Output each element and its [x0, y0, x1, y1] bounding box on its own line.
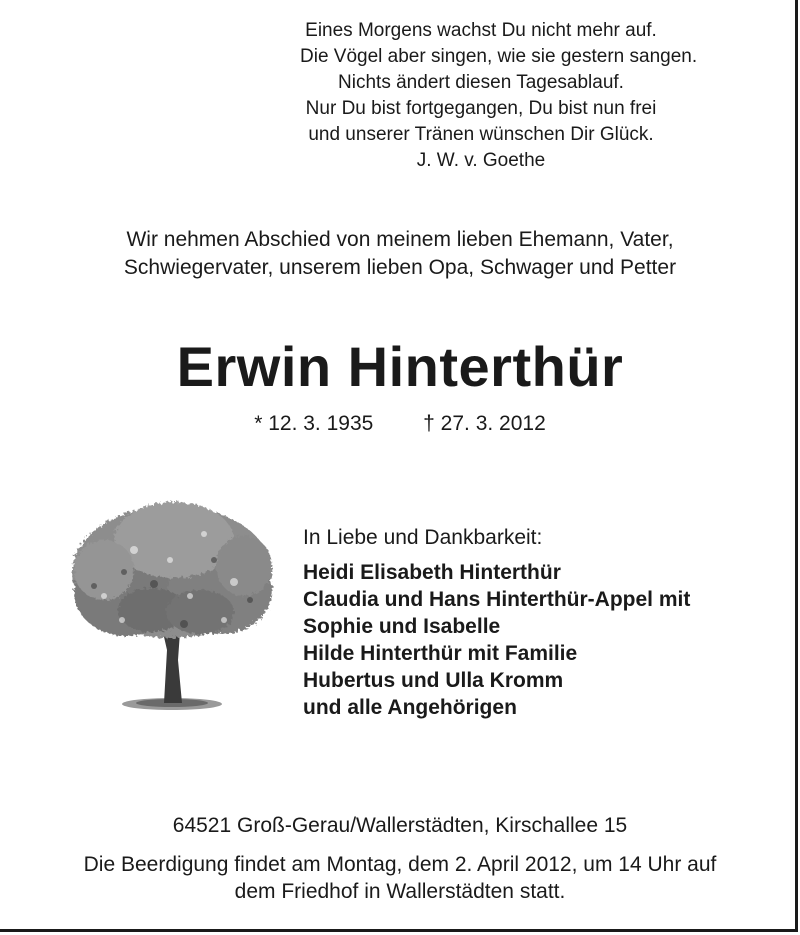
life-dates [0, 410, 800, 438]
intro-line: Schwiegervater, unserem lieben Opa, Schwager und Petter [123, 256, 677, 279]
poem-line: Nichts ändert diesen Tagesablauf. [338, 72, 624, 93]
poem [300, 18, 698, 174]
farewell-intro [0, 226, 800, 282]
mourner-name: Hilde Hinterthür mit Familie [303, 642, 578, 665]
funeral-line: Die Beerdigung findet am Montag, dem 2. April 2012, um 14 Uhr auf [83, 853, 717, 876]
funeral-info [0, 851, 800, 905]
funeral-line: dem Friedhof in Wallerstädten statt. [234, 880, 566, 903]
mourner-name: Claudia und Hans Hinterthür-Appel mit [303, 588, 691, 611]
mourners-lead: In Liebe und Dankbarkeit: [303, 526, 543, 549]
birth-date: * 12. 3. 1935 [254, 412, 374, 435]
poem-line: und unserer Tränen wünschen Dir Glück. [308, 124, 654, 145]
mourner-name: Sophie und Isabelle [303, 615, 501, 638]
oak-tree-icon [64, 500, 278, 716]
death-date: † 27. 3. 2012 [423, 412, 546, 435]
mourners-list [303, 524, 773, 721]
poem-line: Die Vögel aber singen, wie sie gestern sangen. [300, 46, 698, 67]
poem-line: Nur Du bist fortgegangen, Du bist nun frei [305, 98, 657, 119]
mourner-name: Heidi Elisabeth Hinterthür [303, 561, 561, 584]
deceased-name: Erwin Hinterthür [176, 335, 624, 398]
address: 64521 Groß-Gerau/Wallerstädten, Kirschallee 15 [172, 814, 628, 837]
poem-line: Eines Morgens wachst Du nicht mehr auf. [305, 20, 657, 41]
intro-line: Wir nehmen Abschied von meinem lieben Ehemann, Vater, [126, 228, 674, 251]
mourner-name: und alle Angehörigen [303, 696, 517, 719]
mourner-name: Hubertus und Ulla Kromm [303, 669, 564, 692]
poem-author: J. W. v. Goethe [416, 150, 546, 171]
